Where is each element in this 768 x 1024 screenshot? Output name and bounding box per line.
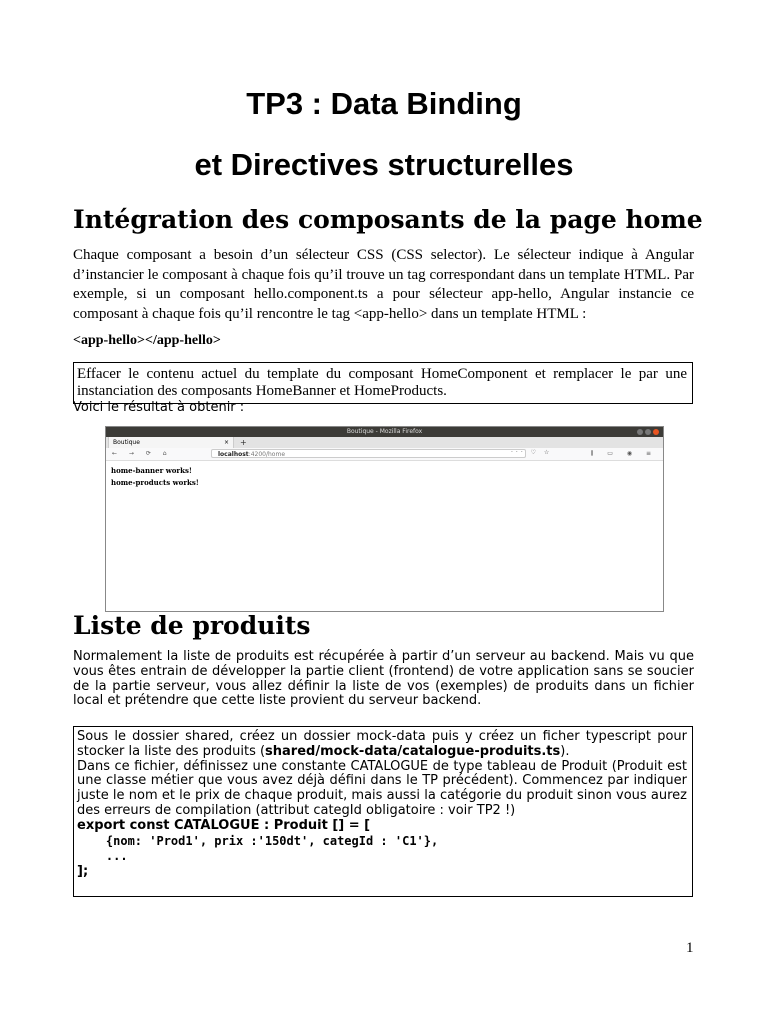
instruction-box-2 [73, 726, 693, 897]
browser-content [106, 461, 663, 493]
browser-screenshot [105, 426, 664, 612]
code-line-3: ... [77, 849, 128, 864]
url-host: localhost [218, 451, 249, 458]
box2-path: shared/mock-data/catalogue-produits.ts [265, 743, 561, 759]
url-path: :4200/home [248, 451, 286, 458]
document-title-line2: et Directives structurelles [194, 147, 574, 182]
box2-text-3: Dans ce fichier, définissez une constante CATALOGUE de type tableau de Produit (Produit est une classe métier que vous avez déjà défini dans le TP précédent). Commencez par indiquer juste le nom et le prix de chaque produit, mais aussi la catégorie du produit sinon vous aurez des erreurs de compilation (attribut categId obligatoire : voir TP2 !) [77, 758, 687, 818]
minimize-icon [637, 429, 643, 435]
section-heading-integration: Intégration des composants de la page home [73, 205, 703, 234]
url-actions-icon: ··· ♡ ☆ [511, 449, 553, 456]
instruction-box-1: Effacer le contenu actuel du template du composant HomeComponent et remplacer le par une instanciation des composants HomeBanner et HomeProducts. [73, 362, 693, 404]
content-line-banner: home-banner works! [111, 466, 192, 475]
window-controls [635, 429, 659, 435]
page-number: 1 [686, 940, 694, 956]
browser-tab [108, 437, 234, 448]
maximize-icon [645, 429, 651, 435]
tab-close-icon: × [223, 439, 229, 446]
toolbar-icons: ⫼ ▭ ◉ ≡ [590, 450, 657, 457]
nav-buttons-icon: ← → ⟳ ⌂ [112, 450, 172, 457]
document-title-line1: TP3 : Data Binding [246, 86, 522, 121]
content-line-products: home-products works! [111, 478, 199, 487]
browser-navbar [106, 448, 663, 461]
box2-text-1: Sous le dossier shared, créez un dossier mock-data puis y créez un ficher typescript pour stocker la liste des produits ( [77, 729, 687, 759]
code-line-2: {nom: 'Prod1', prix :'150dt', categId : 'C1'}, [77, 833, 439, 848]
url-bar [211, 449, 526, 458]
close-window-icon [653, 429, 659, 435]
browser-titlebar [106, 427, 663, 437]
code-sample-app-hello: <app-hello></app-hello> [73, 333, 221, 348]
code-line-1: export const CATALOGUE : Produit [] = [ [77, 817, 371, 833]
section2-paragraph: Normalement la liste de produits est récupérée à partir d’un serveur au backend. Mais vu que vous êtes entrain de développer la partie client (frontend) de votre application sans se soucier de la partie serveur, vous allez définir la liste de vos (exemples) de produits dans un fichier local et prétendre que cette liste provient du serveur backend. [73, 649, 694, 709]
section1-paragraph: Chaque composant a besoin d’un sélecteur CSS (CSS selector). Le sélecteur indique à Angular d’instancier le composant à chaque fois qu’il trouve un tag correspondant dans un template HTML. Par exemple, si un composant hello.component.ts a pour sélecteur app-hello, Angular instancie ce composant à chaque fois qu’il rencontre le tag <app-hello> dans un template HTML : [73, 247, 694, 322]
section-heading-liste-produits: Liste de produits [73, 611, 311, 640]
code-line-4: ]; [77, 864, 89, 880]
tab-label: Boutique [113, 439, 140, 446]
browser-tabbar [106, 437, 663, 448]
result-label: Voici le résultat à obtenir : [73, 400, 245, 415]
browser-window-title: Boutique - Mozilla Firefox [346, 428, 423, 435]
box2-text-2: ). [560, 743, 570, 759]
new-tab-icon: + [240, 438, 247, 447]
